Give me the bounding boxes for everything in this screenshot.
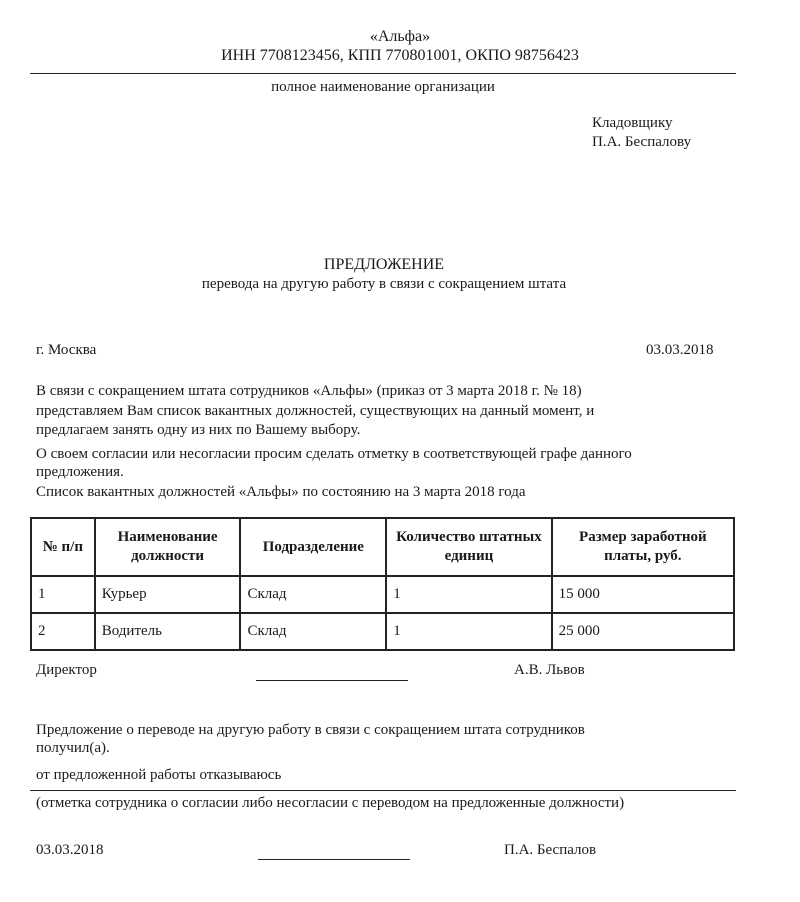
column-header-department: Подразделение <box>240 518 386 576</box>
document-city: г. Москва <box>36 342 97 358</box>
body-line-5: предложения. <box>36 464 124 480</box>
employee-name: П.А. Беспалов <box>504 842 597 858</box>
vacancies-table <box>30 517 735 651</box>
employee-answer: от предложенной работы отказываюсь <box>36 767 282 783</box>
cell-department: Склад <box>240 576 386 613</box>
receipt-line-2: получил(а). <box>36 740 110 756</box>
addressee-position: Кладовщику <box>592 115 673 131</box>
answer-underline <box>30 790 736 791</box>
organization-codes: ИНН 7708123456, КПП 770801001, ОКПО 98756423 <box>221 47 579 64</box>
employee-signature-line <box>258 859 410 860</box>
column-header-position: Наименование должности <box>95 518 241 576</box>
column-header-staff-units: Количество штатных единиц <box>386 518 551 576</box>
document-date: 03.03.2018 <box>646 342 714 358</box>
director-signature-line <box>256 680 408 681</box>
receipt-line-1: Предложение о переводе на другую работу в связи с сокращением штата сотрудников <box>36 722 585 738</box>
header-divider <box>30 73 736 74</box>
table-row <box>31 576 734 613</box>
document-title: ПРЕДЛОЖЕНИЕ <box>323 256 445 273</box>
receipt-date: 03.03.2018 <box>36 842 104 858</box>
cell-number: 1 <box>31 576 95 613</box>
body-line-6: Список вакантных должностей «Альфы» по состоянию на 3 марта 2018 года <box>36 484 526 500</box>
cell-position: Водитель <box>95 613 241 650</box>
cell-number: 2 <box>31 613 95 650</box>
cell-salary: 15 000 <box>552 576 734 613</box>
body-line-4: О своем согласии или несогласии просим сделать отметку в соответствующей графе данного <box>36 446 632 462</box>
cell-position: Курьер <box>95 576 241 613</box>
organization-caption: полное наименование организации <box>271 79 495 95</box>
cell-department: Склад <box>240 613 386 650</box>
table-row <box>31 613 734 650</box>
cell-salary: 25 000 <box>552 613 734 650</box>
body-line-3: предлагаем занять одну из них по Вашему выбору. <box>36 422 361 438</box>
addressee-name: П.А. Беспалову <box>592 134 692 150</box>
cell-staff-units: 1 <box>386 613 551 650</box>
signer-name: А.В. Львов <box>514 662 585 678</box>
column-header-salary: Размер заработной платы, руб. <box>552 518 734 576</box>
cell-staff-units: 1 <box>386 576 551 613</box>
body-line-1: В связи с сокращением штата сотрудников «Альфы» (приказ от 3 марта 2018 г. № 18) <box>36 383 582 399</box>
organization-short-name: «Альфа» <box>369 28 431 45</box>
signer-role: Директор <box>36 662 97 678</box>
document-subtitle: перевода на другую работу в связи с сокращением штата <box>201 276 567 292</box>
table-header-row <box>31 518 734 576</box>
body-line-2: представляем Вам список вакантных должностей, существующих на данный момент, и <box>36 403 595 419</box>
column-header-number: № п/п <box>31 518 95 576</box>
answer-caption: (отметка сотрудника о согласии либо несогласии с переводом на предложенные должности) <box>36 795 625 811</box>
